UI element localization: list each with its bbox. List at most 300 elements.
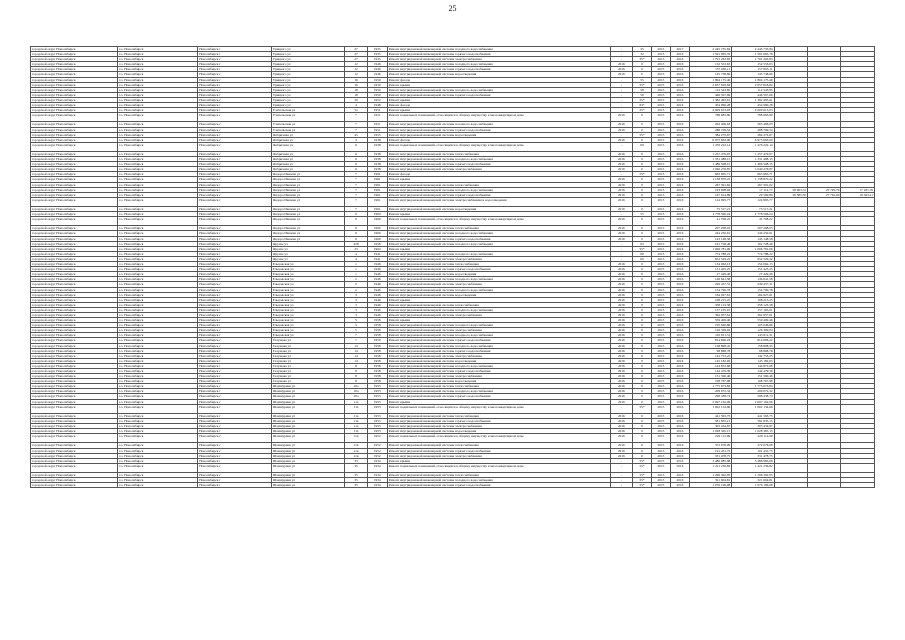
start-year-cell: 2015: [651, 353, 670, 358]
street-cell: Федора Ивачева ул: [271, 192, 345, 197]
municipality-cell: городской округ Новосибирск: [31, 132, 118, 137]
cost-share-4-cell: [841, 434, 875, 443]
exclusion-year-cell: 2016: [610, 434, 632, 443]
exclusion-year-cell: -: [610, 132, 632, 137]
district-cell: г.о. Новосибирск: [117, 72, 197, 77]
exclusion-year-cell: 2016: [610, 157, 632, 162]
start-year-cell: 2015: [651, 348, 670, 353]
locality-cell: Новосибирск г: [198, 448, 272, 453]
locality-cell: Новосибирск г: [198, 241, 272, 246]
locality-cell: Новосибирск г: [198, 246, 272, 251]
end-year-cell: 2016: [670, 434, 689, 443]
cost-share-4-cell: [841, 463, 875, 472]
end-year-cell: 2016: [670, 458, 689, 463]
exclusion-year-cell: 2016: [610, 297, 632, 302]
wear-cell: 55*: [633, 172, 652, 177]
start-year-cell: 2015: [651, 256, 670, 261]
wear-cell: 0: [633, 62, 652, 67]
year-cell: 1951: [367, 108, 387, 113]
start-year-cell: 2015: [651, 389, 670, 394]
cost-share-3-cell: [808, 217, 841, 226]
end-year-cell: 2016: [670, 177, 689, 182]
work-type-cell: Ремонт крыши: [387, 458, 610, 463]
cost-share-1-cell: 1 476 222,14: [732, 142, 774, 151]
year-cell: 1950: [367, 338, 387, 343]
year-cell: 1960: [367, 217, 387, 226]
year-cell: 1946: [367, 282, 387, 287]
wear-cell: 0: [633, 358, 652, 363]
cost-share-1-cell: 814 696,22: [732, 338, 774, 343]
start-year-cell: 2015: [651, 197, 670, 206]
street-cell: Шамшурина ул: [271, 389, 345, 394]
municipality-cell: городской округ Новосибирск: [31, 157, 118, 162]
year-cell: 1946: [367, 72, 387, 77]
end-year-cell: 2016: [670, 103, 689, 108]
cost-share-1-cell: 454 990,28: [732, 103, 774, 108]
house-number-cell: 9: [345, 217, 367, 226]
locality-cell: Новосибирск г: [198, 328, 272, 333]
municipality-cell: городской округ Новосибирск: [31, 297, 118, 302]
total-cost-cell: 145 182,05: [689, 358, 731, 363]
cost-share-1-cell: 263 406,63: [732, 122, 774, 127]
house-number-cell: 11а: [345, 424, 367, 429]
house-number-cell: 7: [345, 197, 367, 206]
start-year-cell: 2015: [651, 443, 670, 448]
exclusion-year-cell: -: [610, 142, 632, 151]
locality-cell: Новосибирск г: [198, 132, 272, 137]
exclusion-year-cell: 2016: [610, 307, 632, 312]
work-type-cell: Ремонт крыши: [387, 212, 610, 217]
cost-share-1-cell: 229 112,69: [732, 434, 774, 443]
exclusion-year-cell: -: [610, 103, 632, 108]
locality-cell: Новосибирск г: [198, 458, 272, 463]
start-year-cell: 2015: [651, 246, 670, 251]
total-cost-cell: 372 076,09: [689, 443, 731, 448]
total-cost-cell: 1 138 870,22: [689, 177, 731, 182]
end-year-cell: 2016: [670, 122, 689, 127]
end-year-cell: 2016: [670, 182, 689, 187]
cost-share-1-cell: 1 382 493,61: [732, 97, 774, 102]
end-year-cell: 2016: [670, 241, 689, 246]
wear-cell: 0: [633, 307, 652, 312]
locality-cell: Новосибирск г: [198, 212, 272, 217]
cost-share-1-cell: 788 683,80: [732, 113, 774, 122]
year-cell: 1950: [367, 82, 387, 87]
wear-cell: 0: [633, 137, 652, 142]
wear-cell: 0: [633, 187, 652, 192]
municipality-cell: городской округ Новосибирск: [31, 478, 118, 483]
end-year-cell: 2016: [670, 231, 689, 236]
exclusion-year-cell: 2016: [610, 353, 632, 358]
work-type-cell: Ремонт внутридомовой инженерной системы теплоснабжения: [387, 151, 610, 156]
house-number-cell: 4: [345, 251, 367, 256]
house-number-cell: 4: [345, 256, 367, 261]
locality-cell: Новосибирск г: [198, 127, 272, 132]
end-year-cell: 2016: [670, 132, 689, 137]
cost-share-1-cell: 164 927,61: [732, 292, 774, 297]
work-type-cell: Ремонт внутридомовой инженерной системы электроснабжения: [387, 312, 610, 317]
house-number-cell: 16: [345, 77, 367, 82]
total-cost-cell: 142 479,39: [689, 369, 731, 374]
wear-cell: 0: [633, 323, 652, 328]
municipality-cell: городской округ Новосибирск: [31, 167, 118, 172]
district-cell: г.о. Новосибирск: [117, 429, 197, 434]
year-cell: 1951: [367, 127, 387, 132]
house-number-cell: 14: [345, 353, 367, 358]
district-cell: г.о. Новосибирск: [117, 246, 197, 251]
district-cell: г.о. Новосибирск: [117, 236, 197, 241]
end-year-cell: 2016: [670, 379, 689, 384]
locality-cell: Новосибирск г: [198, 369, 272, 374]
district-cell: г.о. Новосибирск: [117, 197, 197, 206]
end-year-cell: 2016: [670, 92, 689, 97]
year-cell: 1953: [367, 389, 387, 394]
exclusion-year-cell: -: [610, 246, 632, 251]
municipality-cell: городской округ Новосибирск: [31, 177, 118, 182]
municipality-cell: городской округ Новосибирск: [31, 374, 118, 379]
end-year-cell: 2016: [670, 162, 689, 167]
total-cost-cell: 124 995,77: [689, 197, 731, 206]
end-year-cell: 2016: [670, 67, 689, 72]
wear-cell: 0: [633, 262, 652, 267]
district-cell: г.о. Новосибирск: [117, 103, 197, 108]
locality-cell: Новосибирск г: [198, 478, 272, 483]
total-cost-cell: 1 028 365,15: [689, 429, 731, 434]
work-type-cell: Ремонт внутридомовой инженерной системы теплоснабжения: [387, 226, 610, 231]
year-cell: 1938: [367, 151, 387, 156]
locality-cell: Новосибирск г: [198, 97, 272, 102]
cost-share-1-cell: 1 138 870,22: [732, 177, 774, 182]
wear-cell: 63: [633, 241, 652, 246]
locality-cell: Новосибирск г: [198, 177, 272, 182]
street-cell: Ельцовская ул: [271, 333, 345, 338]
exclusion-year-cell: 2016: [610, 226, 632, 231]
street-cell: Шамшурина ул: [271, 443, 345, 448]
wear-cell: 0: [633, 369, 652, 374]
start-year-cell: 2015: [651, 57, 670, 62]
wear-cell: 35*: [633, 57, 652, 62]
municipality-cell: городской округ Новосибирск: [31, 256, 118, 261]
cost-share-1-cell: 1 028 365,15: [732, 429, 774, 434]
work-type-cell: Ремонт внутридомовой инженерной системы теплоснабжения: [387, 384, 610, 389]
cost-share-1-cell: 198 215,25: [732, 297, 774, 302]
total-cost-cell: 108 767,98: [689, 379, 731, 384]
street-cell: Федора Ивачева ул: [271, 182, 345, 187]
cost-share-1-cell: 157 105,01: [732, 307, 774, 312]
house-number-cell: 1: [345, 272, 367, 277]
end-year-cell: 2016: [670, 312, 689, 317]
start-year-cell: 2015: [651, 483, 670, 488]
district-cell: г.о. Новосибирск: [117, 478, 197, 483]
year-cell: 1935: [367, 52, 387, 57]
street-cell: Урицкого ул: [271, 82, 345, 87]
start-year-cell: 2015: [651, 282, 670, 287]
house-number-cell: 7: [345, 122, 367, 127]
locality-cell: Новосибирск г: [198, 333, 272, 338]
work-type-cell: Ремонт внутридомовой инженерной системы горячего водоснабжения: [387, 92, 610, 97]
district-cell: г.о. Новосибирск: [117, 272, 197, 277]
district-cell: г.о. Новосибирск: [117, 97, 197, 102]
house-number-cell: 11в: [345, 448, 367, 453]
cost-share-1-cell: 75 517,21: [732, 207, 774, 212]
end-year-cell: 2016: [670, 142, 689, 151]
house-number-cell: 1: [345, 338, 367, 343]
locality-cell: Новосибирск г: [198, 338, 272, 343]
year-cell: 1946: [367, 267, 387, 272]
exclusion-year-cell: 2016: [610, 67, 632, 72]
year-cell: 1953: [367, 429, 387, 434]
district-cell: г.о. Новосибирск: [117, 162, 197, 167]
work-type-cell: Ремонт внутридомовой инженерной системы электроснабжения: [387, 167, 610, 172]
year-cell: 1938: [367, 167, 387, 172]
locality-cell: Новосибирск г: [198, 424, 272, 429]
cost-share-1-cell: 358 123,58: [732, 302, 774, 307]
work-type-cell: Ремонт внутридомовой инженерной системы горячего водоснабжения: [387, 369, 610, 374]
start-year-cell: 2015: [651, 418, 670, 423]
street-cell: Галущака ул: [271, 363, 345, 368]
work-type-cell: Ремонт внутридомовой инженерной системы горячего водоснабжения: [387, 394, 610, 399]
municipality-cell: городской округ Новосибирск: [31, 453, 118, 458]
house-number-cell: 2: [345, 277, 367, 282]
municipality-cell: городской округ Новосибирск: [31, 108, 118, 113]
wear-cell: 0: [633, 236, 652, 241]
exclusion-year-cell: 2016: [610, 358, 632, 363]
work-type-cell: Ремонт внутридомовой инженерной системы холодного водоснабжения: [387, 287, 610, 292]
year-cell: 1934: [367, 483, 387, 488]
end-year-cell: 2016: [670, 302, 689, 307]
house-number-cell: 8: [345, 363, 367, 368]
exclusion-year-cell: 2016: [610, 277, 632, 282]
year-cell: 1955: [367, 132, 387, 137]
work-type-cell: Ремонт внутридомовой инженерной системы холодного водоснабжения: [387, 478, 610, 483]
district-cell: г.о. Новосибирск: [117, 483, 197, 488]
year-cell: 1961: [367, 187, 387, 192]
cost-share-4-cell: 16 563,21: [841, 192, 875, 197]
district-cell: г.о. Новосибирск: [117, 287, 197, 292]
start-year-cell: 2015: [651, 369, 670, 374]
table-row: [31, 217, 875, 226]
total-cost-cell: 1 296 392,95: [689, 472, 731, 477]
total-cost-cell: 559 409,46: [689, 318, 731, 323]
municipality-cell: городской округ Новосибирск: [31, 323, 118, 328]
street-cell: Фабричная ул: [271, 142, 345, 151]
end-year-cell: 2016: [670, 463, 689, 472]
year-cell: 1961: [367, 182, 387, 187]
start-year-cell: 2015: [651, 226, 670, 231]
exclusion-year-cell: 2016: [610, 272, 632, 277]
total-cost-cell: 446 507,69: [689, 92, 731, 97]
municipality-cell: городской округ Новосибирск: [31, 62, 118, 67]
cost-share-3-cell: [808, 142, 841, 151]
house-number-cell: 35: [345, 483, 367, 488]
exclusion-year-cell: 2016: [610, 162, 632, 167]
cost-share-4-cell: [841, 197, 875, 206]
exclusion-year-cell: 2016: [610, 443, 632, 448]
municipality-cell: городской округ Новосибирск: [31, 379, 118, 384]
exclusion-year-cell: 2016: [610, 333, 632, 338]
exclusion-year-cell: 2016: [610, 338, 632, 343]
locality-cell: Новосибирск г: [198, 108, 272, 113]
total-cost-cell: 581 835,15: [689, 418, 731, 423]
total-cost-cell: 207 268,03: [689, 226, 731, 231]
street-cell: Галущака ул: [271, 338, 345, 343]
house-number-cell: 8: [345, 369, 367, 374]
end-year-cell: 2016: [670, 343, 689, 348]
street-cell: Галущака ул: [271, 343, 345, 348]
end-year-cell: 2016: [670, 226, 689, 231]
wear-cell: 55*: [633, 246, 652, 251]
district-cell: г.о. Новосибирск: [117, 424, 197, 429]
district-cell: г.о. Новосибирск: [117, 207, 197, 212]
end-year-cell: 2016: [670, 267, 689, 272]
year-cell: 1953: [367, 394, 387, 399]
total-cost-cell: 145 611,31: [689, 333, 731, 338]
locality-cell: Новосибирск г: [198, 343, 272, 348]
work-type-cell: Ремонт внутридомовой инженерной системы холодного водоснабжения: [387, 277, 610, 282]
house-number-cell: 18: [345, 87, 367, 92]
street-cell: Учительская ул: [271, 122, 345, 127]
house-number-cell: 3: [345, 312, 367, 317]
work-type-cell: Ремонт крыши: [387, 246, 610, 251]
house-number-cell: 20: [345, 97, 367, 102]
start-year-cell: 2015: [651, 333, 670, 338]
cost-share-1-cell: 1 006 781,06: [732, 246, 774, 251]
municipality-cell: городской округ Новосибирск: [31, 369, 118, 374]
total-cost-cell: 154 062,13: [689, 262, 731, 267]
year-cell: 1951: [367, 122, 387, 127]
house-number-cell: 35: [345, 472, 367, 477]
wear-cell: 0: [633, 338, 652, 343]
cost-share-1-cell: 98 868,78: [732, 348, 774, 353]
street-cell: Учительская ул: [271, 113, 345, 122]
start-year-cell: 2015: [651, 297, 670, 302]
total-cost-cell: 145 738,69: [689, 72, 731, 77]
district-cell: г.о. Новосибирск: [117, 318, 197, 323]
cost-share-1-cell: 244 250,61: [732, 231, 774, 236]
exclusion-year-cell: 2016: [610, 453, 632, 458]
district-cell: г.о. Новосибирск: [117, 297, 197, 302]
district-cell: г.о. Новосибирск: [117, 251, 197, 256]
exclusion-year-cell: -: [610, 172, 632, 177]
municipality-cell: городской округ Новосибирск: [31, 251, 118, 256]
street-cell: Шамшурина ул: [271, 483, 345, 488]
wear-cell: 0: [633, 277, 652, 282]
wear-cell: 0: [633, 363, 652, 368]
locality-cell: Новосибирск г: [198, 151, 272, 156]
municipality-cell: городской округ Новосибирск: [31, 348, 118, 353]
total-cost-cell: 229 112,69: [689, 434, 731, 443]
end-year-cell: 2016: [670, 256, 689, 261]
wear-cell: 55*: [633, 82, 652, 87]
total-cost-cell: 2 657 818,84: [689, 82, 731, 87]
start-year-cell: 2015: [651, 122, 670, 127]
district-cell: г.о. Новосибирск: [117, 277, 197, 282]
municipality-cell: городской округ Новосибирск: [31, 97, 118, 102]
district-cell: г.о. Новосибирск: [117, 348, 197, 353]
cost-share-4-cell: [841, 113, 875, 122]
house-number-cell: 11а: [345, 404, 367, 413]
end-year-cell: 2016: [670, 151, 689, 156]
municipality-cell: городской округ Новосибирск: [31, 458, 118, 463]
district-cell: г.о. Новосибирск: [117, 472, 197, 477]
locality-cell: Новосибирск г: [198, 236, 272, 241]
end-year-cell: 2016: [670, 62, 689, 67]
start-year-cell: 2015: [651, 318, 670, 323]
house-number-cell: 10а: [345, 384, 367, 389]
house-number-cell: 4: [345, 137, 367, 142]
exclusion-year-cell: 2016: [610, 413, 632, 418]
wear-cell: 0: [633, 292, 652, 297]
municipality-cell: городской округ Новосибирск: [31, 429, 118, 434]
end-year-cell: 2016: [670, 333, 689, 338]
municipality-cell: городской округ Новосибирск: [31, 287, 118, 292]
district-cell: г.о. Новосибирск: [117, 282, 197, 287]
start-year-cell: 2015: [651, 172, 670, 177]
end-year-cell: 2016: [670, 323, 689, 328]
house-number-cell: 7: [345, 192, 367, 197]
total-cost-cell: 157 105,01: [689, 307, 731, 312]
wear-cell: 0: [633, 287, 652, 292]
work-type-cell: Ремонт внутридомовой инженерной системы горячего водоснабжения: [387, 448, 610, 453]
street-cell: Шамшурина ул: [271, 424, 345, 429]
end-year-cell: 2016: [670, 374, 689, 379]
cost-share-1-cell: 151 425,25: [732, 267, 774, 272]
house-number-cell: 5: [345, 323, 367, 328]
work-type-cell: Ремонт внутридомовой инженерной системы холодного водоснабжения: [387, 62, 610, 67]
street-cell: Фрунзе ул: [271, 251, 345, 256]
house-number-cell: 10а: [345, 389, 367, 394]
street-cell: Урицкого ул: [271, 67, 345, 72]
end-year-cell: 2016: [670, 272, 689, 277]
municipality-cell: городской округ Новосибирск: [31, 57, 118, 62]
wear-cell: 0: [633, 312, 652, 317]
house-number-cell: 228: [345, 241, 367, 246]
municipality-cell: городской округ Новосибирск: [31, 389, 118, 394]
cost-share-1-cell: 1 486 508,15: [732, 162, 774, 167]
wear-cell: 55*: [633, 458, 652, 463]
district-cell: г.о. Новосибирск: [117, 231, 197, 236]
year-cell: 1946: [367, 312, 387, 317]
work-type-cell: Ремонт внутридомовой инженерной системы горячего водоснабжения: [387, 236, 610, 241]
house-number-cell: 3: [345, 307, 367, 312]
house-number-cell: 9: [345, 212, 367, 217]
locality-cell: Новосибирск г: [198, 47, 272, 52]
locality-cell: Новосибирск г: [198, 399, 272, 404]
street-cell: Фабричная ул: [271, 167, 345, 172]
district-cell: г.о. Новосибирск: [117, 137, 197, 142]
work-type-cell: Ремонт внутридомовой инженерной системы горячего водоснабжения: [387, 52, 610, 57]
house-number-cell: 18: [345, 92, 367, 97]
year-cell: 1951: [367, 113, 387, 122]
house-number-cell: 9: [345, 226, 367, 231]
end-year-cell: 2016: [670, 251, 689, 256]
exclusion-year-cell: 2016: [610, 302, 632, 307]
house-number-cell: 1: [345, 267, 367, 272]
locality-cell: Новосибирск г: [198, 483, 272, 488]
cost-share-1-cell: 1 804 175,46: [732, 77, 774, 82]
municipality-cell: городской округ Новосибирск: [31, 358, 118, 363]
start-year-cell: 2015: [651, 137, 670, 142]
street-cell: Федора Ивачева ул: [271, 231, 345, 236]
end-year-cell: 2016: [670, 418, 689, 423]
end-year-cell: 2016: [670, 307, 689, 312]
cost-share-2-cell: [774, 113, 807, 122]
year-cell: 1961: [367, 172, 387, 177]
start-year-cell: 2015: [651, 448, 670, 453]
exclusion-year-cell: 2016: [610, 418, 632, 423]
wear-cell: 55*: [633, 463, 652, 472]
total-cost-cell: 1 591 065,76: [689, 52, 731, 57]
